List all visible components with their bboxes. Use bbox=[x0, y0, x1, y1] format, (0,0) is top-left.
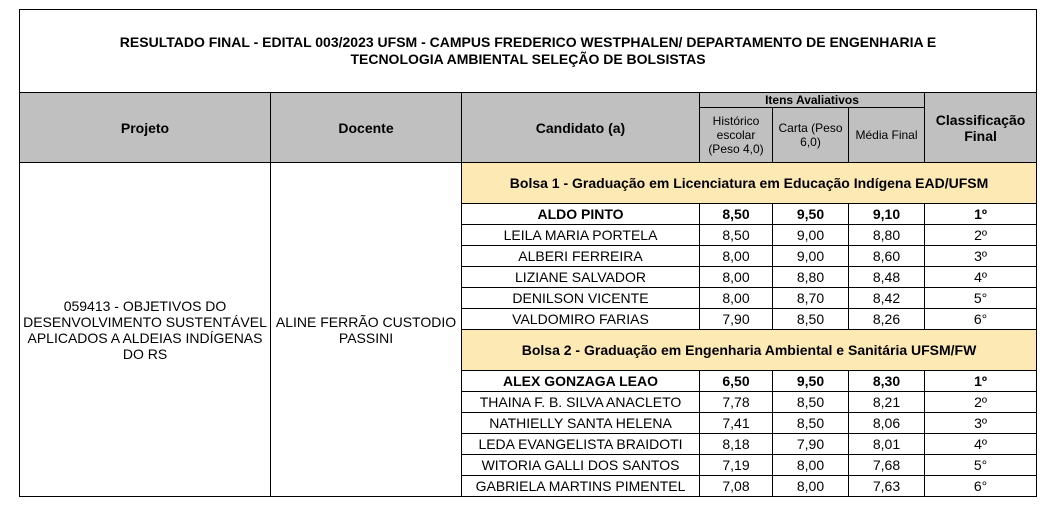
historico-score: 7,90 bbox=[700, 309, 773, 330]
candidate-name: LEDA EVANGELISTA BRAIDOTI bbox=[462, 434, 700, 455]
historico-score: 7,08 bbox=[700, 476, 773, 497]
historico-score: 7,19 bbox=[700, 455, 773, 476]
carta-score: 8,50 bbox=[773, 413, 849, 434]
carta-score: 8,80 bbox=[773, 267, 849, 288]
classification: 2º bbox=[925, 392, 1037, 413]
classification: 6° bbox=[925, 309, 1037, 330]
carta-score: 8,50 bbox=[773, 309, 849, 330]
media-score: 8,48 bbox=[849, 267, 925, 288]
header-candidato: Candidato (a) bbox=[462, 93, 700, 163]
header-projeto: Projeto bbox=[20, 93, 271, 163]
classification: 5° bbox=[925, 455, 1037, 476]
historico-score: 8,50 bbox=[700, 225, 773, 246]
media-score: 8,21 bbox=[849, 392, 925, 413]
candidate-name: THAINA F. B. SILVA ANACLETO bbox=[462, 392, 700, 413]
candidate-name: ALDO PINTO bbox=[462, 204, 700, 225]
classification: 1º bbox=[925, 204, 1037, 225]
header-historico: Histórico escolar (Peso 4,0) bbox=[700, 108, 773, 163]
historico-score: 7,41 bbox=[700, 413, 773, 434]
historico-score: 8,00 bbox=[700, 246, 773, 267]
historico-score: 7,78 bbox=[700, 392, 773, 413]
historico-score: 8,50 bbox=[700, 204, 773, 225]
classification: 2º bbox=[925, 225, 1037, 246]
media-score: 8,30 bbox=[849, 371, 925, 392]
historico-score: 8,18 bbox=[700, 434, 773, 455]
media-score: 8,26 bbox=[849, 309, 925, 330]
title-line-2: TECNOLOGIA AMBIENTAL SELEÇÃO DE BOLSISTAS bbox=[350, 51, 706, 67]
carta-score: 8,00 bbox=[773, 476, 849, 497]
classification: 4º bbox=[925, 267, 1037, 288]
page-title bbox=[20, 10, 1037, 93]
historico-score: 8,00 bbox=[700, 267, 773, 288]
media-score: 8,42 bbox=[849, 288, 925, 309]
classification: 1º bbox=[925, 371, 1037, 392]
carta-score: 9,50 bbox=[773, 204, 849, 225]
header-docente: Docente bbox=[271, 93, 462, 163]
media-score: 9,10 bbox=[849, 204, 925, 225]
candidate-name: WITORIA GALLI DOS SANTOS bbox=[462, 455, 700, 476]
header-media: Média Final bbox=[849, 108, 925, 163]
docente-cell: ALINE FERRÃO CUSTODIO PASSINI bbox=[271, 163, 462, 497]
carta-score: 9,00 bbox=[773, 246, 849, 267]
classification: 4º bbox=[925, 434, 1037, 455]
classification: 6° bbox=[925, 476, 1037, 497]
carta-score: 8,00 bbox=[773, 455, 849, 476]
media-score: 8,06 bbox=[849, 413, 925, 434]
candidate-name: NATHIELLY SANTA HELENA bbox=[462, 413, 700, 434]
header-carta: Carta (Peso 6,0) bbox=[773, 108, 849, 163]
carta-score: 9,50 bbox=[773, 371, 849, 392]
carta-score: 9,00 bbox=[773, 225, 849, 246]
media-score: 8,80 bbox=[849, 225, 925, 246]
header-classificacao: Classificação Final bbox=[925, 93, 1037, 163]
classification: 3º bbox=[925, 413, 1037, 434]
media-score: 7,63 bbox=[849, 476, 925, 497]
carta-score: 8,50 bbox=[773, 392, 849, 413]
media-score: 8,01 bbox=[849, 434, 925, 455]
candidate-name: ALBERI FERREIRA bbox=[462, 246, 700, 267]
carta-score: 8,70 bbox=[773, 288, 849, 309]
bolsa-title: Bolsa 1 - Graduação em Licenciatura em Educação Indígena EAD/UFSM bbox=[462, 163, 1037, 204]
classification: 5° bbox=[925, 288, 1037, 309]
project-cell: 059413 - OBJETIVOS DO DESENVOLVIMENTO SUSTENTÁVEL APLICADOS A ALDEIAS INDÍGENAS DO RS bbox=[20, 163, 271, 497]
title-line-1: RESULTADO FINAL - EDITAL 003/2023 UFSM - CAMPUS FREDERICO WESTPHALEN/ DEPARTAMENTO DE ENGENHARIA E bbox=[119, 34, 937, 50]
historico-score: 8,00 bbox=[700, 288, 773, 309]
bolsa-title: Bolsa 2 - Graduação em Engenharia Ambiental e Sanitária UFSM/FW bbox=[462, 330, 1037, 371]
candidate-name: ALEX GONZAGA LEAO bbox=[462, 371, 700, 392]
header-itens-avaliativos: Itens Avaliativos bbox=[700, 93, 925, 108]
candidate-name: DENILSON VICENTE bbox=[462, 288, 700, 309]
candidate-name: LEILA MARIA PORTELA bbox=[462, 225, 700, 246]
results-table bbox=[19, 9, 1037, 497]
media-score: 7,68 bbox=[849, 455, 925, 476]
classification: 3º bbox=[925, 246, 1037, 267]
carta-score: 7,90 bbox=[773, 434, 849, 455]
historico-score: 6,50 bbox=[700, 371, 773, 392]
media-score: 8,60 bbox=[849, 246, 925, 267]
candidate-name: GABRIELA MARTINS PIMENTEL bbox=[462, 476, 700, 497]
candidate-name: VALDOMIRO FARIAS bbox=[462, 309, 700, 330]
candidate-name: LIZIANE SALVADOR bbox=[462, 267, 700, 288]
